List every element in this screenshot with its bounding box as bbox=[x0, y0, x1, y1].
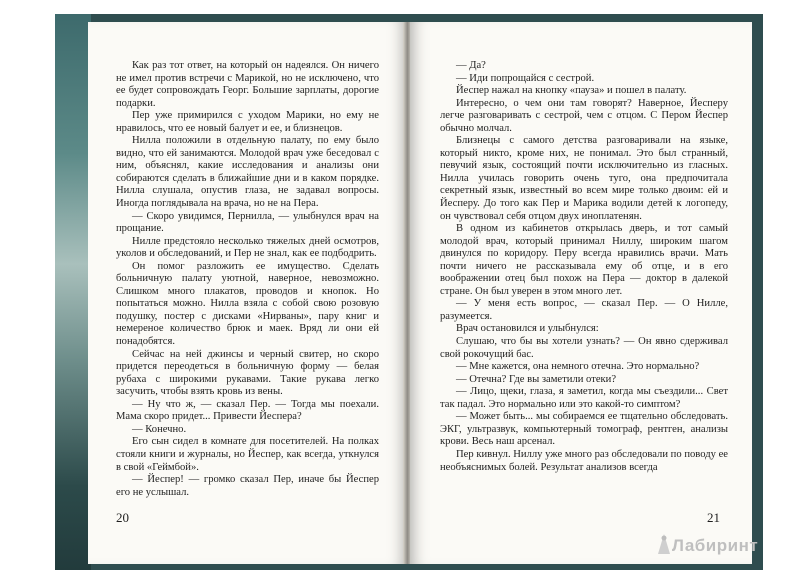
paragraph: — Ну что ж, — сказал Пер. — Тогда мы поехали. Мама скоро придет... Привести Йеспера? bbox=[116, 398, 379, 423]
paragraph: Сейчас на ней джинсы и черный свитер, но скоро придется переодеться в больничную форму — белая рубаха с широкими рукавами. Такие рукава легко засучить, чтобы взять кровь из вены. bbox=[116, 348, 379, 398]
paragraph: Пер уже примирился с уходом Марики, но ему не нравилось, что ее новый балует и ее, и близнецов. bbox=[116, 110, 379, 134]
paragraph: — Да? bbox=[456, 60, 486, 71]
watermark-label: Лабиринт bbox=[672, 536, 759, 555]
labirint-logo-icon bbox=[655, 532, 673, 556]
paragraph: Нилле предстояло несколько тяжелых дней осмотров, уколов и обследований, и Пер не знал, как ее подбодрить. bbox=[116, 235, 379, 260]
page-number-right: 21 bbox=[707, 510, 720, 525]
paragraph: — Скоро увидимся, Пернилла, — улыбнулся врач на прощание. bbox=[116, 210, 379, 235]
paragraph: — Конечно. bbox=[132, 423, 187, 435]
paragraph: Его сын сидел в комнате для посетителей. На полках стояли книги и журналы, но Йеспер, как всегда, уткнулся в свой «Геймбой». bbox=[116, 436, 379, 473]
paragraph: — Лицо, щеки, глаза, я заметил, когда мы съездили... Свет так падал. Это нормально или это какой-то симптом? bbox=[440, 386, 728, 410]
paragraph: Нилла положили в отдельную палату, по ему было видно, что ей занимаются. Молодой врач уже беседовал с ним, объяснял, какие исследования и анализы они собираются сделать в ближайшие дни и в каком порядке. Нилла слушала, опустив глаза, не задавал вопросы. Иногда поглядывала на врача, но не на Пера. bbox=[116, 135, 379, 210]
paragraph: — Мне кажется, она немного отечна. Это нормально? bbox=[456, 361, 700, 373]
paragraph: Врач остановился и улыбнулся: bbox=[456, 323, 599, 335]
paragraph: Пер кивнул. Ниллу уже много раз обследовали по поводу ее необъяснимых болей. Результат анализов всегда bbox=[440, 448, 728, 473]
paragraph: Интересно, о чем они там говорят? Наверное, Йесперу легче разговаривать с сестрой, чем с отцом. С Пером Йеспер обычно молчал. bbox=[440, 97, 728, 134]
left-page bbox=[88, 22, 406, 564]
paragraph: Как раз тот ответ, на который он надеялся. Он ничего не имел против встречи с Марикой, но не исключено, что ее будет сопровождать Георг. Большие зарплаты, дорогие подарки. bbox=[116, 60, 379, 109]
right-page bbox=[410, 22, 752, 564]
left-page-text bbox=[116, 60, 379, 499]
paragraph: — Может быть... мы собираемся ее тщательно обследовать. ЭКГ, ультразвук, компьютерный томограф, рентген, анализы крови. Весь наш арсенал. bbox=[440, 411, 728, 448]
page-number-left: 20 bbox=[116, 510, 129, 525]
paragraph: Слушаю, что бы вы хотели узнать? — Он явно сдерживал свой рокочущий бас. bbox=[440, 336, 728, 360]
paragraph: — Йеспер! — громко сказал Пер, иначе бы Йеспер его не услышал. bbox=[116, 474, 379, 498]
paragraph: Близнецы с самого детства разговаривали на языке, который никто, кроме них, не понимал. Это был странный, певучий язык, состоящий почти исключительно из гласных. Нилла училась говорить очень туго, она предпочитала секретный язык, известный во всем мире только двоим: ей и Йесперу. До того как Пер и Марика водили детей к логопеду, он чувствовал себя отцом двух иноплатенян. bbox=[440, 135, 728, 222]
paragraph: — Отечна? Где вы заметили отеки? bbox=[456, 373, 617, 385]
book-cover-edge bbox=[55, 14, 91, 570]
paragraph: Он помог разложить ее имущество. Сделать больничную палату уютной, наверное, невозможно. Слишком много плакатов, проводов и кнопок. Но попытаться можно. Нилла взяла с собой свою розовую подушку, постер с дисками «Нирваны», пару книг и немереное количество брюк и маек. Вряд ли они ей понадобятся. bbox=[116, 260, 379, 348]
paragraph: В одном из кабинетов открылась дверь, и тот самый молодой врач, который принимал Ниллу, широким шагом двинулся по коридору. Перу всегда нравились врачи. Мать почти ничего не рассказывала ему об отце, и в его воображении отец был похож на Пера — доктор в далекой стране. Он был уверен в этом много лет. bbox=[440, 223, 728, 297]
paragraph: — У меня есть вопрос, — сказал Пер. — О Нилле, разумеется. bbox=[440, 298, 728, 322]
right-page-text bbox=[440, 60, 728, 474]
paragraph: — Иди попрощайся с сестрой. bbox=[456, 72, 595, 84]
paragraph: Йеспер нажал на кнопку «пауза» и пошел в палату. bbox=[456, 85, 687, 97]
